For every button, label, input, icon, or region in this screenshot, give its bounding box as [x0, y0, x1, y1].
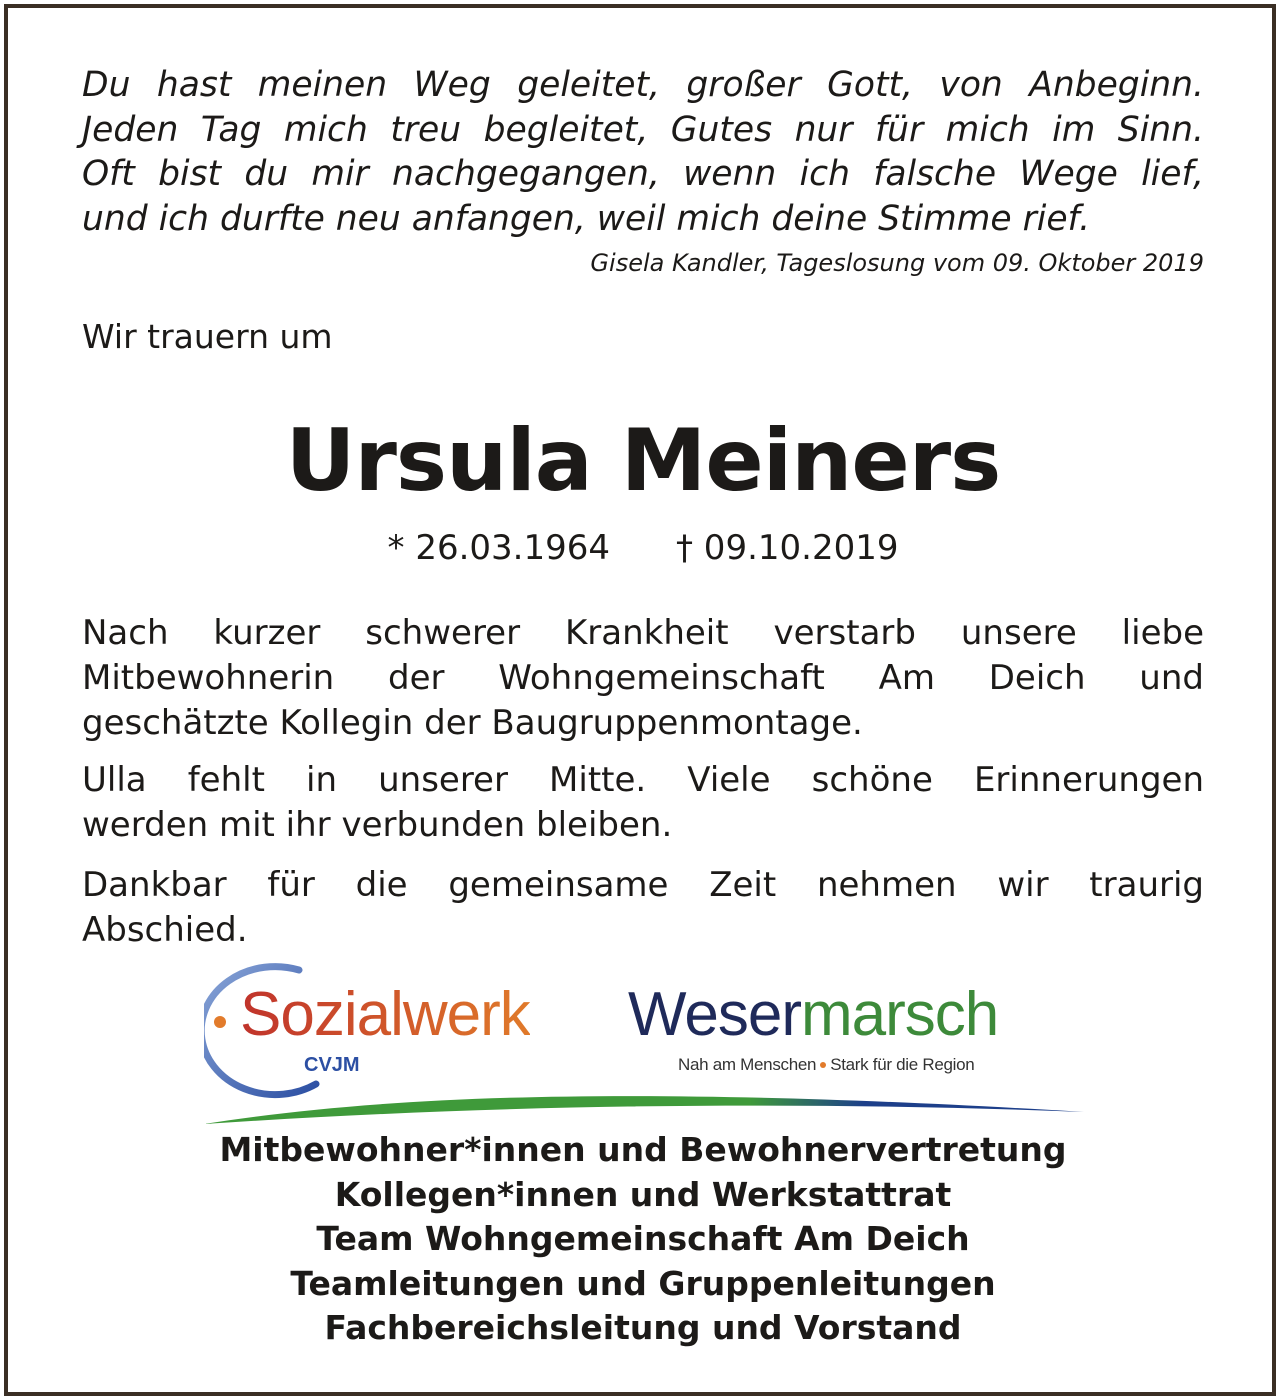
- paragraph-line: Mitbewohnerin der Wohngemeinschaft Am Deich und: [82, 658, 1204, 698]
- life-dates: [82, 526, 1204, 570]
- paragraph-line: Ulla fehlt in unserer Mitte. Viele schöne Erinnerungen: [82, 760, 1204, 800]
- signature-line: Mitbewohner*innen und Bewohnervertretung: [219, 1130, 1067, 1169]
- deceased-name: Ursula Meiners: [285, 411, 1001, 511]
- ring-dot: [214, 1016, 226, 1028]
- poem-line: Oft bist du mir nachgegangen, wenn ich falsche Wege lief,: [82, 154, 1204, 194]
- logo-word-sozialwerk: Sozialwerk: [240, 980, 530, 1049]
- paragraph-line: werden mit ihr verbunden bleiben.: [82, 805, 673, 845]
- poem-line: Jeden Tag mich treu begleitet, Gutes nur für mich im Sinn.: [82, 109, 1204, 150]
- poem-line: und ich durfte neu anfangen, weil mich deine Stimme rief.: [82, 198, 1091, 239]
- paragraph-illness: [82, 611, 1204, 746]
- signatures-block: [82, 1128, 1204, 1351]
- paragraph-line: Nach kurzer schwerer Krankheit verstarb unsere liebe: [82, 613, 1204, 653]
- birth-date: * 26.03.1964: [387, 528, 610, 568]
- poem-attribution: Gisela Kandler, Tageslosung vom 09. Oktober 2019: [590, 249, 1204, 277]
- intro-text: Wir trauern um: [82, 317, 333, 356]
- logo-cvjm: CVJM: [304, 1054, 360, 1076]
- paragraph-line: geschätzte Kollegin der Baugruppenmontage.: [82, 703, 863, 743]
- logo-word-wesermarsch: Wesermarsch: [628, 980, 999, 1049]
- signature-line: Kollegen*innen und Werkstattrat: [334, 1174, 952, 1214]
- sozialwerk-logo: [204, 956, 1084, 1128]
- swoosh: [204, 1096, 1084, 1124]
- paragraph-farewell: [82, 863, 1204, 953]
- signature-line: Fachbereichsleitung und Vorstand: [324, 1308, 962, 1347]
- paragraph-memories: [82, 758, 1204, 848]
- signature-line: Teamleitungen und Gruppenleitungen: [290, 1263, 996, 1303]
- paragraph-line: Abschied.: [82, 910, 248, 950]
- paragraph-line: Dankbar für die gemeinsame Zeit nehmen wir traurig: [82, 865, 1204, 905]
- logo-tagline: Nah am Menschen Stark für die Region: [678, 1055, 975, 1074]
- obituary-frame: [4, 4, 1276, 1396]
- poem-line: Du hast meinen Weg geleitet, großer Gott, von Anbeginn.: [82, 65, 1204, 105]
- signature-line: Team Wohngemeinschaft Am Deich: [316, 1219, 970, 1258]
- death-date: † 09.10.2019: [676, 528, 899, 568]
- tagline-dot-icon: [820, 1062, 826, 1068]
- poem-block: [82, 63, 1204, 241]
